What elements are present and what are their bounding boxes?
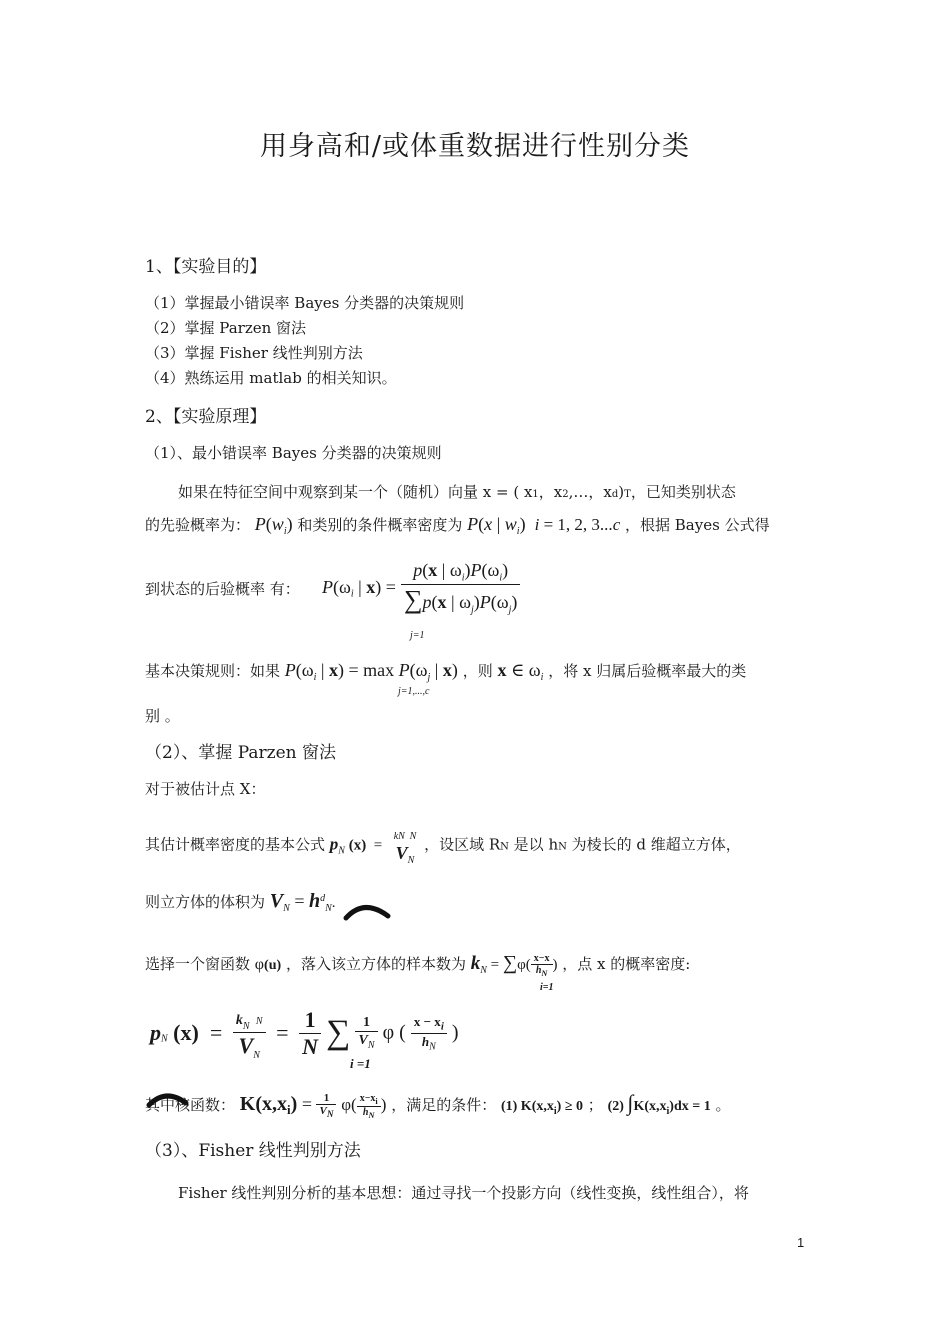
decision-rule-line: 基本决策规则：如果 $P(\omega_i$ | $x) = \max P(\omega_j$ | x) ，则 x ∈ $\omega_i$ ，将 x 归属后验概率最大的类 — [145, 660, 747, 683]
sum-index-label: j=1 — [410, 630, 425, 641]
posterior-intro: 到状态的后验概率 有： — [145, 580, 300, 598]
fisher-paragraph: Fisher 线性判别分析的基本思想：通过寻找一个投影方向（线性变换，线性组合），将 — [178, 1184, 749, 1202]
section-heading-principles: 2、【实验原理】 — [145, 407, 267, 427]
page-title: 用身高和/或体重数据进行性别分类 — [259, 131, 691, 162]
objective-item-2: （2）掌握 Parzen 窗法 — [145, 319, 307, 337]
section-heading-objectives: 1、【实验目的】 — [145, 257, 267, 277]
parzen-basic-formula-line: 其估计概率密度的基本公式 $p_N$ (x) = kN N $V_N$ ，设区域 RN 是以 hN 为棱长的 d 维超立方体， — [145, 831, 741, 866]
max-index-label: j=1,...,c — [398, 686, 430, 697]
bayes-paragraph-line1: 如果在特征空间中观察到某一个（随机）向量 x = ( x1，x2,…，xd)T，已知类别状态 — [178, 483, 736, 501]
cube-volume-line: 则立方体的体积为 $V_N = h^d_N$. — [145, 890, 336, 914]
posterior-formula: $P(\omega_i$ | x) = $\frac{p(x | \omega_i)P(\omega_i)}{\sum p(x | \omega_j)P(\omega_j)}$ — [322, 560, 520, 615]
subheading-parzen: （2）、掌握 Parzen 窗法 — [145, 743, 337, 763]
parzen-estimate-point: 对于被估计点 X： — [145, 780, 266, 798]
objective-item-1: （1）掌握最小错误率 Bayes 分类器的决策规则 — [145, 294, 465, 312]
ink-mark-1 — [342, 900, 392, 922]
subheading-bayes: （1）、最小错误率 Bayes 分类器的决策规则 — [145, 444, 442, 462]
decision-rule-end: 别 。 — [145, 707, 180, 725]
objective-item-4: （4）熟练运用 matlab 的相关知识。 — [145, 369, 397, 387]
parzen-density-formula: $p_N$ (x) = $\frac{k_N N}{V_N}$ = $\frac{1}{N}$ ∑ $\frac{1}{V_N}$ φ ( $\frac{x - x_i}{h_N}$ ) — [150, 1006, 459, 1061]
window-sum-index: i=1 — [540, 982, 554, 993]
window-function-line: 选择一个窗函数 φ(u) ，落入该立方体的样本数为 $k_N = \sum\varphi$( $\frac{x-x}{h_N}$ ) ，点 x 的概率密度: — [145, 952, 691, 978]
kernel-function-line: 其中核函数： $K(x,x_i)$ = $\frac{1}{V_N}$ φ( $\frac{x-x_i}{h_N}$ ) ，满足的条件： (1) $K(x,x_i) \ge 0$ ； (2) $\int K(x,x_i)dx = 1$ 。 — [145, 1090, 731, 1120]
objective-item-3: （3）掌握 Fisher 线性判别方法 — [145, 344, 363, 362]
density-sum-index: i =1 — [350, 1056, 371, 1071]
bayes-paragraph-line2: 的先验概率为： $P(w_i)$ 和类别的条件概率密度为 P(x | $w_i$) i = 1, 2, 3...c ，根据 Bayes 公式得 — [145, 514, 770, 537]
subheading-fisher: （3）、Fisher 线性判别方法 — [145, 1141, 361, 1161]
ink-mark-2 — [146, 1090, 190, 1108]
page-number: 1 — [797, 1235, 805, 1250]
